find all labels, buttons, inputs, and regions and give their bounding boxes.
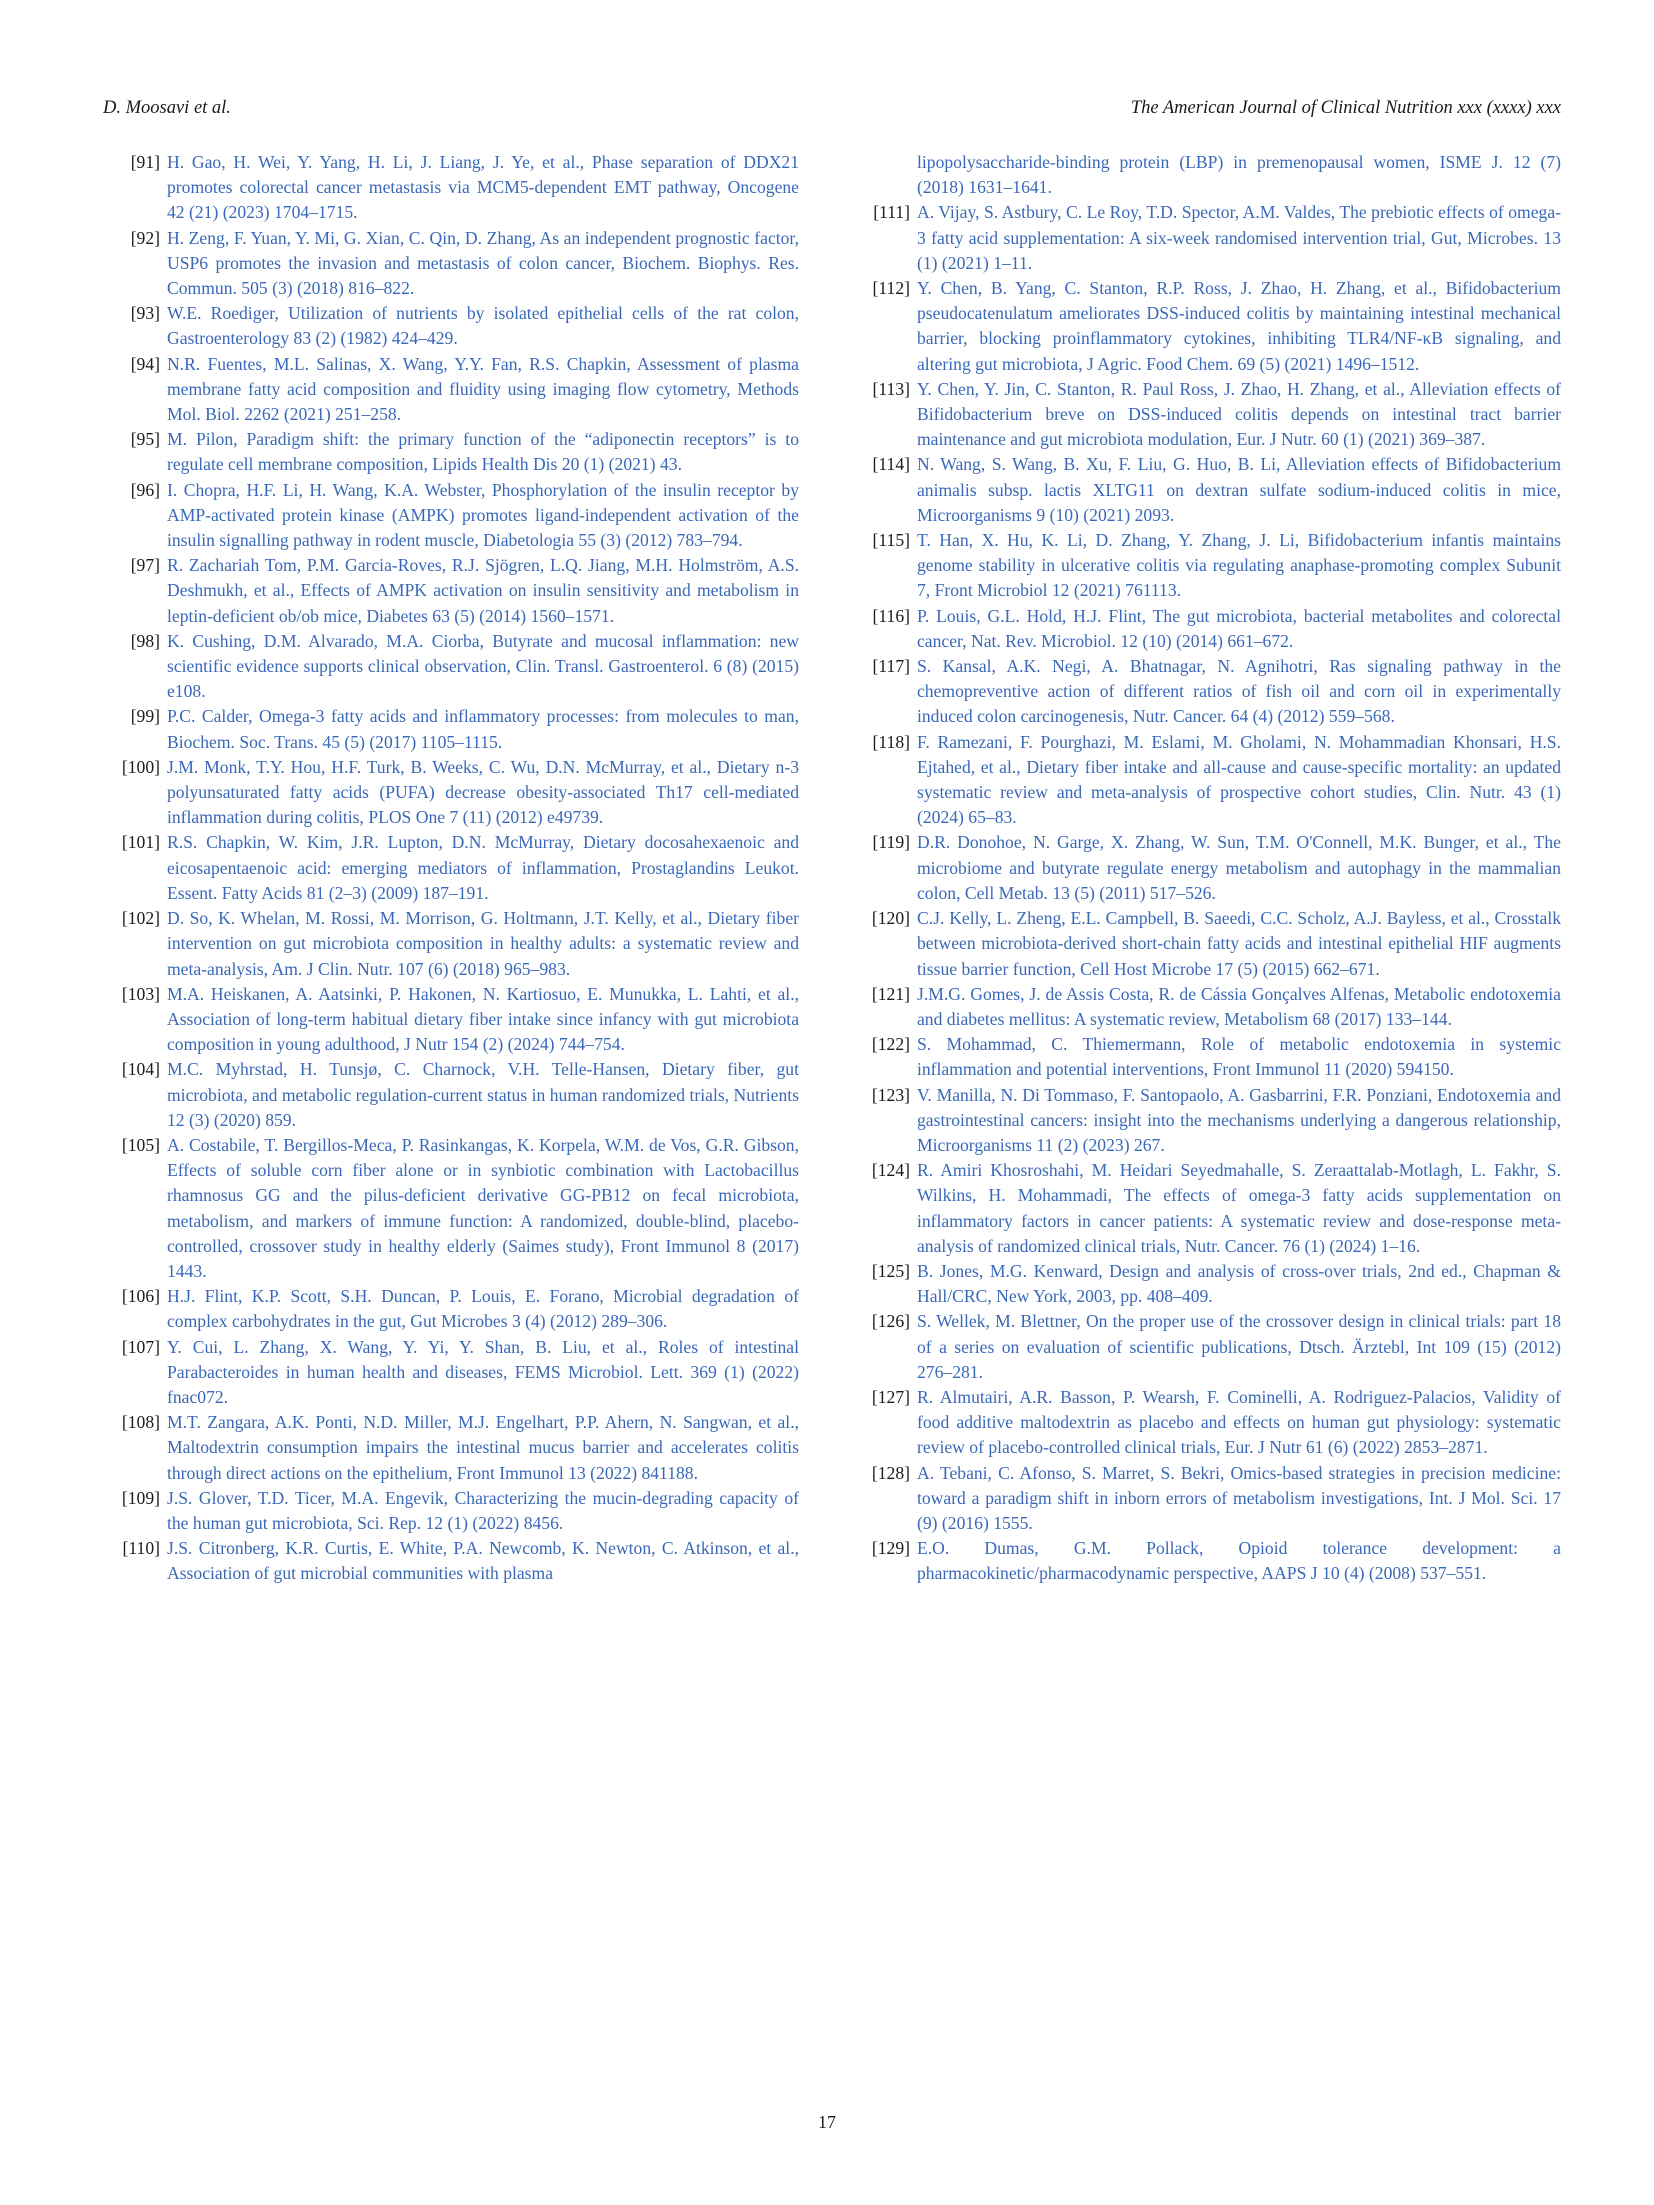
reference-number: [117] xyxy=(872,656,910,677)
reference-text[interactable]: J.M. Monk, T.Y. Hou, H.F. Turk, B. Weeks, C. Wu, D.N. McMurray, et al., Dietary n-3 polyunsaturated fatty acids (PUFA) decrease obesity-associated Th17 cell-mediated inflammation during colitis, PLOS One 7 (11) (2012) e49739. xyxy=(167,756,799,828)
reference-item xyxy=(853,906,1561,982)
reference-number: [108] xyxy=(121,1412,160,1433)
reference-item xyxy=(103,226,799,302)
reference-item xyxy=(853,1259,1561,1309)
reference-text[interactable]: Y. Chen, Y. Jin, C. Stanton, R. Paul Ross, J. Zhao, H. Zhang, et al., Alleviation effects of Bifidobacterium breve on DSS-induced colitis depends on intestinal tract barrier maintenance and gut microbiota modulation, Eur. J Nutr. 60 (1) (2021) 369–387. xyxy=(917,378,1561,450)
reference-text[interactable]: M. Pilon, Paradigm shift: the primary function of the “adiponectin receptors” is to regulate cell membrane composition, Lipids Health Dis 20 (1) (2021) 43. xyxy=(167,429,799,475)
reference-text[interactable]: S. Kansal, A.K. Negi, A. Bhatnagar, N. Agnihotri, Ras signaling pathway in the chemopreventive action of different ratios of fish oil and corn oil in experimentally induced colon carcinogenesis, Nutr. Cancer. 64 (4) (2012) 559–568. xyxy=(917,656,1561,727)
reference-text[interactable]: V. Manilla, N. Di Tommaso, F. Santopaolo, A. Gasbarrini, F.R. Ponziani, Endotoxemia and gastrointestinal cancers: insight into the mechanisms underlying a dangerous relationship, Microorganisms 11 (2) (2023) 267. xyxy=(917,1084,1561,1155)
reference-item xyxy=(853,1461,1561,1537)
reference-number: [129] xyxy=(871,1538,910,1559)
reference-text[interactable]: Y. Chen, B. Yang, C. Stanton, R.P. Ross, J. Zhao, H. Zhang, et al., Bifidobacterium pseudocatenulatum ameliorates DSS-induced colitis by maintaining intestinal mechanical barrier, blocking proinflammatory cytokines, inhibiting TLR4/NF-κB signaling, and altering gut microbiota, J Agric. Food Chem. 69 (5) (2021) 1496–1512. xyxy=(917,278,1561,374)
reference-number: [127] xyxy=(871,1386,910,1407)
reference-number: [98] xyxy=(130,630,160,651)
reference-item xyxy=(103,1057,799,1133)
reference-number: [114] xyxy=(872,454,910,475)
reference-number: [116] xyxy=(872,605,910,626)
reference-item xyxy=(103,755,799,831)
reference-text[interactable]: C.J. Kelly, L. Zheng, E.L. Campbell, B. Saeedi, C.C. Scholz, A.J. Bayless, et al., Crosstalk between microbiota-derived short-chain fatty acids and intestinal epithelial HIF augments tissue barrier function, Cell Host Microbe 17 (5) (2015) 662–671. xyxy=(917,908,1561,979)
reference-number: [112] xyxy=(872,278,910,299)
reference-item xyxy=(853,528,1561,604)
reference-item xyxy=(853,604,1561,654)
reference-item xyxy=(853,452,1561,528)
reference-item xyxy=(103,478,799,554)
reference-number: [128] xyxy=(871,1462,910,1483)
reference-text[interactable]: A. Vijay, S. Astbury, C. Le Roy, T.D. Spector, A.M. Valdes, The prebiotic effects of omega-3 fatty acid supplementation: A six-week randomised intervention trial, Gut, Microbes. 13 (1) (2021) 1–11. xyxy=(917,202,1561,273)
reference-number: [126] xyxy=(871,1311,910,1332)
reference-item xyxy=(103,982,799,1058)
running-head-journal: The American Journal of Clinical Nutrition xxx (xxxx) xxx xyxy=(1130,98,1561,118)
reference-item xyxy=(103,150,799,226)
reference-number: [91] xyxy=(130,152,160,172)
reference-text[interactable]: E.O. Dumas, G.M. Pollack, Opioid tolerance development: a pharmacokinetic/pharmacodynamic perspective, AAPS J 10 (4) (2008) 537–551. xyxy=(917,1538,1561,1584)
reference-text[interactable]: S. Mohammad, C. Thiemermann, Role of metabolic endotoxemia in systemic inflammation and potential interventions, Front Immunol 11 (2020) 594150. xyxy=(917,1034,1561,1080)
reference-text[interactable]: H. Gao, H. Wei, Y. Yang, H. Li, J. Liang, J. Ye, et al., Phase separation of DDX21 promotes colorectal cancer metastasis via MCM5-dependent EMT pathway, Oncogene 42 (21) (2023) 1704–1715. xyxy=(167,152,799,223)
reference-text[interactable]: J.S. Glover, T.D. Ticer, M.A. Engevik, Characterizing the mucin-degrading capacity of the human gut microbiota, Sci. Rep. 12 (1) (2022) 8456. xyxy=(167,1487,799,1533)
reference-text[interactable]: I. Chopra, H.F. Li, H. Wang, K.A. Webster, Phosphorylation of the insulin receptor by AMP-activated protein kinase (AMPK) promotes ligand-independent activation of the insulin signalling pathway in rodent muscle, Diabetologia 55 (3) (2012) 783–794. xyxy=(167,479,799,551)
reference-item xyxy=(103,1486,799,1536)
reference-text[interactable]: K. Cushing, D.M. Alvarado, M.A. Ciorba, Butyrate and mucosal inflammation: new scientific evidence supports clinical observation, Clin. Transl. Gastroenterol. 6 (8) (2015) e108. xyxy=(167,630,799,702)
reference-text[interactable]: H.J. Flint, K.P. Scott, S.H. Duncan, P. Louis, E. Forano, Microbial degradation of complex carbohydrates in the gut, Gut Microbes 3 (4) (2012) 289–306. xyxy=(167,1286,799,1332)
reference-number: [125] xyxy=(871,1260,910,1281)
reference-number: [99] xyxy=(130,706,160,727)
reference-text[interactable]: A. Costabile, T. Bergillos-Meca, P. Rasinkangas, K. Korpela, W.M. de Vos, G.R. Gibson, Effects of soluble corn fiber alone or in synbiotic combination with Lactobacillus rhamnosus GG and the pilus-deficient derivative GG-PB12 on fecal microbiota, metabolism, and markers of immune function: A randomized, double-blind, placebo-controlled, crossover study in healthy elderly (Saimes study), Front Immunol 8 (2017) 1443. xyxy=(167,1134,799,1281)
reference-text[interactable]: Y. Cui, L. Zhang, X. Wang, Y. Yi, Y. Shan, B. Liu, et al., Roles of intestinal Parabacteroides in human health and diseases, FEMS Microbiol. Lett. 369 (1) (2022) fnac072. xyxy=(167,1336,799,1407)
reference-item xyxy=(103,1284,799,1334)
reference-number: [106] xyxy=(121,1286,160,1307)
reference-text[interactable]: H. Zeng, F. Yuan, Y. Mi, G. Xian, C. Qin, D. Zhang, As an independent prognostic factor, USP6 promotes the invasion and metastasis of colon cancer, Biochem. Biophys. Res. Commun. 505 (3) (2018) 816–822. xyxy=(167,227,799,299)
reference-item xyxy=(853,730,1561,831)
reference-item xyxy=(853,1536,1561,1586)
reference-text[interactable]: D. So, K. Whelan, M. Rossi, M. Morrison, G. Holtmann, J.T. Kelly, et al., Dietary fiber intervention on gut microbiota composition in healthy adults: a systematic review and meta-analysis, Am. J Clin. Nutr. 107 (6) (2018) 965–983. xyxy=(167,908,799,979)
reference-item xyxy=(103,427,799,477)
reference-number: [103] xyxy=(121,983,160,1004)
running-head xyxy=(103,98,1561,124)
reference-item xyxy=(103,1335,799,1411)
reference-text[interactable]: D.R. Donohoe, N. Garge, X. Zhang, W. Sun, T.M. O'Connell, M.K. Bunger, et al., The microbiome and butyrate regulate energy metabolism and autophagy in the mammalian colon, Cell Metab. 13 (5) (2011) 517–526. xyxy=(917,832,1561,903)
reference-item xyxy=(853,200,1561,276)
reference-number: [95] xyxy=(130,429,160,450)
reference-text[interactable]: P. Louis, G.L. Hold, H.J. Flint, The gut microbiota, bacterial metabolites and colorectal cancer, Nat. Rev. Microbiol. 12 (10) (2014) 661–672. xyxy=(917,605,1561,651)
reference-item xyxy=(853,1309,1561,1385)
reference-number: [96] xyxy=(130,479,160,500)
reference-item xyxy=(853,1385,1561,1461)
references-left-column xyxy=(103,150,799,1587)
reference-number: [120] xyxy=(871,908,910,929)
reference-item xyxy=(103,352,799,428)
reference-text[interactable]: N.R. Fuentes, M.L. Salinas, X. Wang, Y.Y. Fan, R.S. Chapkin, Assessment of plasma membrane fatty acid composition and fluidity using imaging flow cytometry, Methods Mol. Biol. 2262 (2021) 251–258. xyxy=(167,353,799,425)
reference-text[interactable]: S. Wellek, M. Blettner, On the proper use of the crossover design in clinical trials: part 18 of a series on evaluation of scientific publications, Dtsch. Ärztebl, Int 109 (15) (2012) 276–281. xyxy=(917,1311,1561,1382)
reference-number: [100] xyxy=(121,756,160,777)
reference-number: [104] xyxy=(121,1059,160,1080)
reference-number: [92] xyxy=(130,227,160,248)
reference-text[interactable]: W.E. Roediger, Utilization of nutrients by isolated epithelial cells of the rat colon, Gastroenterology 83 (2) (1982) 424–429. xyxy=(167,303,799,349)
reference-number: [115] xyxy=(872,530,910,551)
reference-item xyxy=(853,276,1561,377)
reference-number: [109] xyxy=(121,1487,160,1508)
reference-number: [121] xyxy=(871,983,910,1004)
reference-item xyxy=(103,830,799,906)
page-number: 17 xyxy=(818,2112,836,2132)
reference-number: [94] xyxy=(130,353,160,374)
reference-item xyxy=(103,553,799,629)
reference-text[interactable]: M.C. Myhrstad, H. Tunsjø, C. Charnock, V.H. Telle-Hansen, Dietary fiber, gut microbiota, and metabolic regulation-current status in human randomized trials, Nutrients 12 (3) (2020) 859. xyxy=(167,1059,799,1130)
reference-text[interactable]: R. Zachariah Tom, P.M. Garcia-Roves, R.J. Sjögren, L.Q. Jiang, M.H. Holmström, A.S. Deshmukh, et al., Effects of AMPK activation on insulin sensitivity and metabolism in leptin-deficient ob/ob mice, Diabetes 63 (5) (2014) 1560–1571. xyxy=(167,555,799,626)
reference-item xyxy=(853,1158,1561,1259)
reference-text[interactable]: T. Han, X. Hu, K. Li, D. Zhang, Y. Zhang, J. Li, Bifidobacterium infantis maintains genome stability in ulcerative colitis via regulating anaphase-promoting complex Subunit 7, Front Microbiol 12 (2021) 761113. xyxy=(917,530,1561,601)
reference-number: [97] xyxy=(130,555,160,576)
reference-item xyxy=(103,704,799,754)
reference-item xyxy=(853,1083,1561,1159)
reference-item xyxy=(103,1410,799,1486)
reference-number: [113] xyxy=(872,378,910,399)
reference-number: [111] xyxy=(873,202,910,223)
reference-item xyxy=(853,982,1561,1032)
reference-item xyxy=(853,830,1561,906)
reference-text[interactable]: M.T. Zangara, A.K. Ponti, N.D. Miller, M.J. Engelhart, P.P. Ahern, N. Sangwan, et al., Maltodextrin consumption impairs the intestinal mucus barrier and accelerates colitis through direct actions on the epithelium, Front Immunol 13 (2022) 841188. xyxy=(167,1412,799,1483)
reference-item xyxy=(103,629,799,705)
reference-item xyxy=(853,1032,1561,1082)
reference-text[interactable]: R. Amiri Khosroshahi, M. Heidari Seyedmahalle, S. Zeraattalab-Motlagh, L. Fakhr, S. Wilkins, H. Mohammadi, The effects of omega-3 fatty acids supplementation on inflammatory factors in cancer patients: A systematic review and dose-response meta-analysis of randomized clinical trials, Nutr. Cancer. 76 (1) (2024) 1–16. xyxy=(917,1160,1561,1256)
reference-text[interactable]: R.S. Chapkin, W. Kim, J.R. Lupton, D.N. McMurray, Dietary docosahexaenoic and eicosapentaenoic acid: emerging mediators of inflammation, Prostaglandins Leukot. Essent. Fatty Acids 81 (2–3) (2009) 187–191. xyxy=(167,832,799,903)
running-head-authors: D. Moosavi et al. xyxy=(103,98,231,118)
reference-item xyxy=(103,301,799,351)
reference-text[interactable]: J.M.G. Gomes, J. de Assis Costa, R. de Cássia Gonçalves Alfenas, Metabolic endotoxemia and diabetes mellitus: A systematic review, Metabolism 68 (2017) 133–144. xyxy=(917,983,1561,1029)
reference-text[interactable]: P.C. Calder, Omega-3 fatty acids and inflammatory processes: from molecules to man, Biochem. Soc. Trans. 45 (5) (2017) 1105–1115. xyxy=(167,706,799,752)
reference-item xyxy=(103,1133,799,1284)
reference-item xyxy=(853,654,1561,730)
reference-item xyxy=(853,377,1561,453)
reference-text[interactable]: J.S. Citronberg, K.R. Curtis, E. White, P.A. Newcomb, K. Newton, C. Atkinson, et al., Association of gut microbial communities with plasma xyxy=(167,1538,799,1584)
reference-text[interactable]: M.A. Heiskanen, A. Aatsinki, P. Hakonen, N. Kartiosuo, E. Munukka, L. Lahti, et al., Association of long-term habitual dietary fiber intake since infancy with gut microbiota composition in young adulthood, J Nutr 154 (2) (2024) 744–754. xyxy=(167,983,799,1055)
references-right-column xyxy=(853,150,1561,1587)
reference-number: [122] xyxy=(871,1034,910,1055)
reference-number: [102] xyxy=(121,908,160,929)
reference-number: [101] xyxy=(121,832,160,853)
reference-number: [110] xyxy=(122,1538,160,1559)
reference-text[interactable]: R. Almutairi, A.R. Basson, P. Wearsh, F. Cominelli, A. Rodriguez-Palacios, Validity of food additive maltodextrin as placebo and effects on human gut physiology: systematic review of placebo-controlled clinical trials, Eur. J Nutr 61 (6) (2022) 2853–2871. xyxy=(917,1386,1561,1458)
reference-number: [124] xyxy=(871,1160,910,1181)
reference-continuation xyxy=(853,150,1561,200)
reference-number: [119] xyxy=(872,832,910,853)
reference-text[interactable]: F. Ramezani, F. Pourghazi, M. Eslami, M. Gholami, N. Mohammadian Khonsari, H.S. Ejtahed, et al., Dietary fiber intake and all-cause and cause-specific mortality: an updated systematic review and meta-analysis of prospective cohort studies, Clin. Nutr. 43 (1) (2024) 65–83. xyxy=(917,731,1561,828)
reference-number: [118] xyxy=(872,731,910,752)
reference-number: [105] xyxy=(121,1134,160,1155)
reference-text[interactable]: N. Wang, S. Wang, B. Xu, F. Liu, G. Huo, B. Li, Alleviation effects of Bifidobacterium animalis subsp. lactis XLTG11 on dextran sulfate sodium-induced colitis in mice, Microorganisms 9 (10) (2021) 2093. xyxy=(917,454,1561,525)
reference-text[interactable]: B. Jones, M.G. Kenward, Design and analysis of cross-over trials, 2nd ed., Chapman & Hall/CRC, New York, 2003, pp. 408–409. xyxy=(917,1260,1561,1307)
reference-number: [107] xyxy=(121,1336,160,1357)
reference-number: [123] xyxy=(871,1084,910,1105)
reference-item xyxy=(103,906,799,982)
reference-number: [93] xyxy=(130,303,160,324)
reference-item xyxy=(103,1536,799,1586)
reference-text[interactable]: lipopolysaccharide-binding protein (LBP) in premenopausal women, ISME J. 12 (7) (2018) 1631–1641. xyxy=(917,152,1561,198)
reference-text[interactable]: A. Tebani, C. Afonso, S. Marret, S. Bekri, Omics-based strategies in precision medicine: toward a paradigm shift in inborn errors of metabolism investigations, Int. J Mol. Sci. 17 (9) (2016) 1555. xyxy=(917,1462,1561,1533)
